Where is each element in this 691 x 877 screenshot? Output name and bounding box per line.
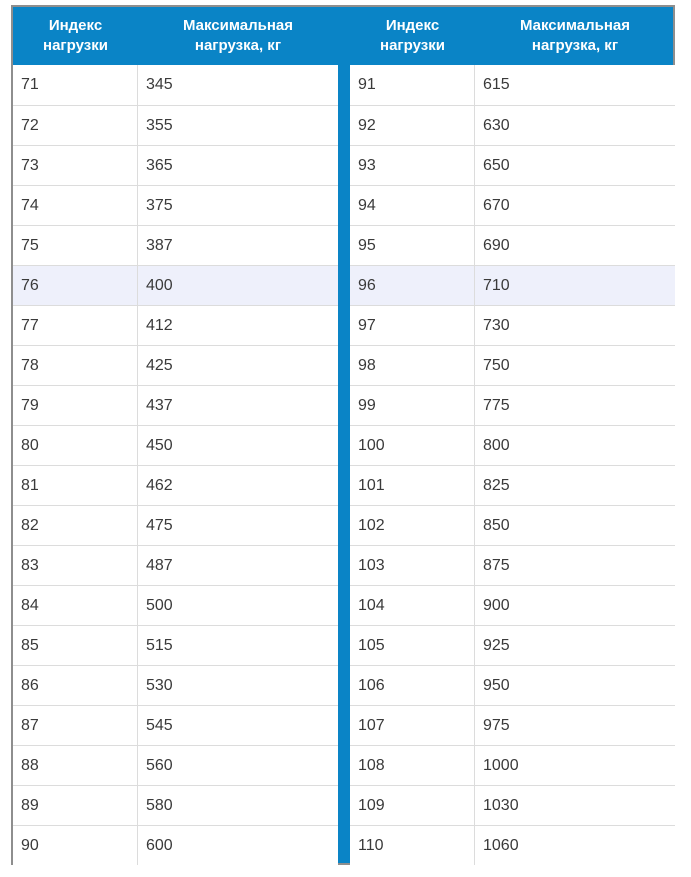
load-index-cell: 90 xyxy=(13,826,138,865)
load-index-cell: 89 xyxy=(13,786,138,825)
max-load-cell: 355 xyxy=(146,116,173,134)
table-row xyxy=(350,265,675,305)
max-load-cell: 487 xyxy=(146,556,173,574)
max-load-cell: 515 xyxy=(146,636,173,654)
max-load-cell: 580 xyxy=(146,796,173,814)
max-load-cell: 475 xyxy=(146,516,173,534)
max-load-cell: 950 xyxy=(483,676,510,694)
max-load-cell: 375 xyxy=(146,196,173,214)
table-row xyxy=(13,825,338,865)
load-index-cell: 72 xyxy=(13,106,138,145)
table-row xyxy=(350,225,675,265)
load-index-cell: 97 xyxy=(350,306,475,345)
table-row xyxy=(13,585,338,625)
max-load-cell: 975 xyxy=(483,716,510,734)
load-index-cell: 98 xyxy=(350,346,475,385)
table-header-right xyxy=(350,7,675,65)
max-load-cell: 400 xyxy=(146,276,173,294)
load-index-cell: 80 xyxy=(13,426,138,465)
max-load-cell: 500 xyxy=(146,596,173,614)
max-load-cell: 545 xyxy=(146,716,173,734)
load-index-cell: 110 xyxy=(350,826,475,865)
max-load-cell: 412 xyxy=(146,316,173,334)
table-row xyxy=(13,465,338,505)
max-load-cell: 387 xyxy=(146,236,173,254)
max-load-cell: 450 xyxy=(146,436,173,454)
load-index-table xyxy=(11,5,675,865)
table-row xyxy=(13,505,338,545)
max-load-cell: 670 xyxy=(483,196,510,214)
table-row xyxy=(13,785,338,825)
load-index-cell: 71 xyxy=(13,65,138,105)
load-index-cell: 96 xyxy=(350,266,475,305)
table-row xyxy=(350,785,675,825)
load-index-cell: 109 xyxy=(350,786,475,825)
max-load-cell: 425 xyxy=(146,356,173,374)
table-row xyxy=(13,185,338,225)
load-index-cell: 86 xyxy=(13,666,138,705)
max-load-cell: 615 xyxy=(483,76,510,93)
load-index-cell: 104 xyxy=(350,586,475,625)
max-load-cell: 750 xyxy=(483,356,510,374)
load-index-cell: 94 xyxy=(350,186,475,225)
table-row xyxy=(350,625,675,665)
table-row xyxy=(13,305,338,345)
max-load-cell: 1030 xyxy=(483,796,519,814)
load-index-cell: 74 xyxy=(13,186,138,225)
max-load-cell: 650 xyxy=(483,156,510,174)
load-index-cell: 82 xyxy=(13,506,138,545)
load-index-cell: 83 xyxy=(13,546,138,585)
table-row xyxy=(350,145,675,185)
table-row xyxy=(13,145,338,185)
table-row xyxy=(13,345,338,385)
table-row xyxy=(13,705,338,745)
load-index-cell: 75 xyxy=(13,226,138,265)
max-load-cell: 630 xyxy=(483,116,510,134)
load-index-cell: 87 xyxy=(13,706,138,745)
table-body-left xyxy=(13,65,338,865)
table-row xyxy=(350,185,675,225)
max-load-cell: 530 xyxy=(146,676,173,694)
table-row xyxy=(13,265,338,305)
max-load-cell: 825 xyxy=(483,476,510,494)
table-row xyxy=(350,745,675,785)
max-load-cell: 730 xyxy=(483,316,510,334)
table-row xyxy=(13,545,338,585)
max-load-cell: 462 xyxy=(146,476,173,494)
table-body-right xyxy=(350,65,675,865)
table-row xyxy=(350,385,675,425)
load-index-cell: 99 xyxy=(350,386,475,425)
max-load-cell: 437 xyxy=(146,396,173,414)
header-max-load: Максимальная нагрузка, кг xyxy=(182,17,294,54)
load-index-cell: 108 xyxy=(350,746,475,785)
load-index-cell: 103 xyxy=(350,546,475,585)
load-index-cell: 79 xyxy=(13,386,138,425)
load-index-cell: 85 xyxy=(13,626,138,665)
table-row xyxy=(13,105,338,145)
max-load-cell: 1000 xyxy=(483,756,519,774)
load-index-cell: 93 xyxy=(350,146,475,185)
table-row xyxy=(13,665,338,705)
table-row xyxy=(350,425,675,465)
table-row xyxy=(13,625,338,665)
load-index-cell: 101 xyxy=(350,466,475,505)
table-row xyxy=(350,105,675,145)
load-index-cell: 88 xyxy=(13,746,138,785)
table-row xyxy=(350,465,675,505)
table-row xyxy=(13,65,338,105)
max-load-cell: 690 xyxy=(483,236,510,254)
table-row xyxy=(13,745,338,785)
load-index-cell: 91 xyxy=(350,65,475,105)
load-index-cell: 78 xyxy=(13,346,138,385)
table-half-left xyxy=(13,7,338,865)
max-load-cell: 900 xyxy=(483,596,510,614)
load-index-cell: 106 xyxy=(350,666,475,705)
header-load-index: Индекс нагрузки xyxy=(380,17,445,54)
load-index-cell: 84 xyxy=(13,586,138,625)
max-load-cell: 365 xyxy=(146,156,173,174)
table-row xyxy=(350,705,675,745)
table-row xyxy=(350,585,675,625)
max-load-cell: 800 xyxy=(483,436,510,454)
max-load-cell: 560 xyxy=(146,756,173,774)
table-row xyxy=(350,545,675,585)
table-row xyxy=(350,505,675,545)
load-index-cell: 107 xyxy=(350,706,475,745)
max-load-cell: 925 xyxy=(483,636,510,654)
max-load-cell: 775 xyxy=(483,396,510,414)
table-half-right xyxy=(350,7,675,865)
load-index-cell: 100 xyxy=(350,426,475,465)
max-load-cell: 710 xyxy=(483,276,510,294)
table-row xyxy=(13,385,338,425)
header-max-load: Максимальная нагрузка, кг xyxy=(519,17,631,54)
header-load-index: Индекс нагрузки xyxy=(43,17,108,54)
max-load-cell: 850 xyxy=(483,516,510,534)
load-index-cell: 92 xyxy=(350,106,475,145)
load-index-cell: 77 xyxy=(13,306,138,345)
max-load-cell: 345 xyxy=(146,76,173,93)
table-row xyxy=(13,425,338,465)
max-load-cell: 1060 xyxy=(483,836,519,854)
table-row xyxy=(350,345,675,385)
table-row xyxy=(13,225,338,265)
load-index-cell: 102 xyxy=(350,506,475,545)
max-load-cell: 600 xyxy=(146,836,173,854)
table-row xyxy=(350,825,675,865)
table-row xyxy=(350,65,675,105)
table-row xyxy=(350,305,675,345)
load-index-cell: 73 xyxy=(13,146,138,185)
load-index-cell: 95 xyxy=(350,226,475,265)
table-row xyxy=(350,665,675,705)
load-index-cell: 105 xyxy=(350,626,475,665)
load-index-cell: 81 xyxy=(13,466,138,505)
max-load-cell: 875 xyxy=(483,556,510,574)
table-header-left xyxy=(13,7,338,65)
load-index-cell: 76 xyxy=(13,266,138,305)
